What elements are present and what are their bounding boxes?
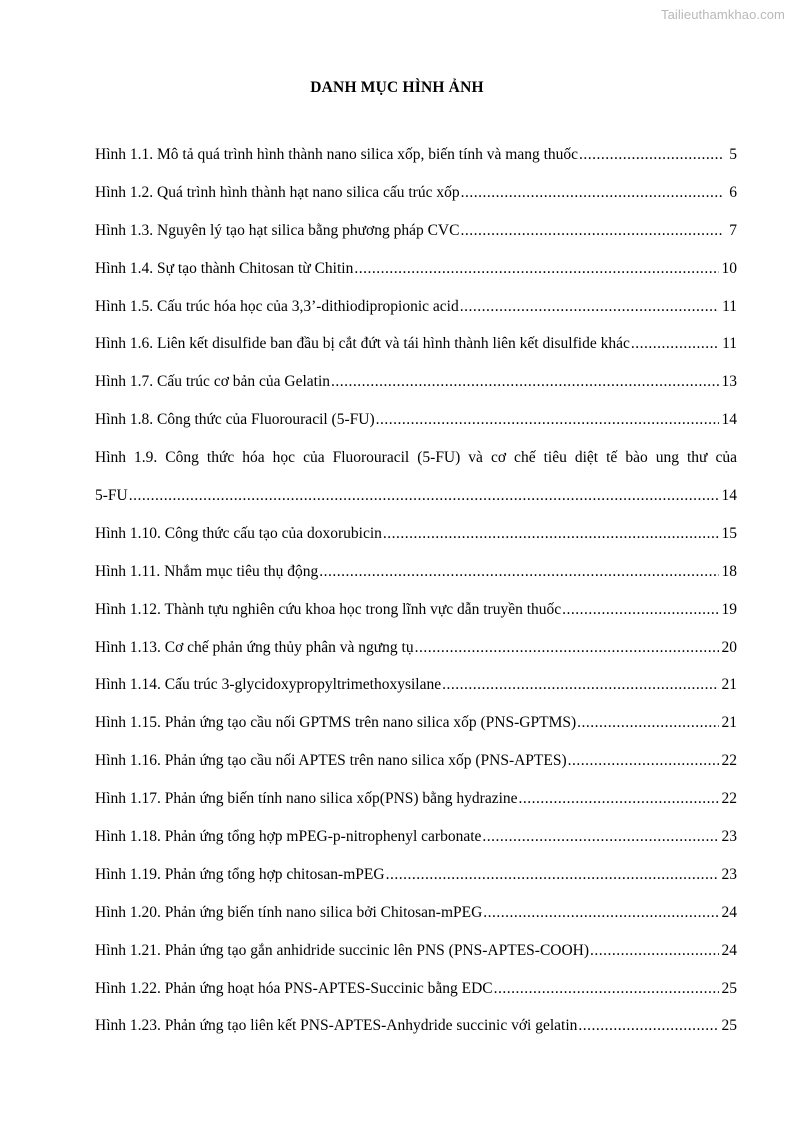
dot-leader: [519, 790, 719, 808]
figure-entry: [95, 790, 737, 828]
figure-entry-label: Hình 1.16. Phản ứng tạo cầu nối APTES trên nano silica xốp (PNS-APTES): [95, 752, 567, 770]
figure-entry: [95, 942, 737, 980]
dot-leader: [482, 828, 718, 846]
dot-leader: [319, 563, 718, 581]
figure-entry-label: Hình 1.22. Phản ứng hoạt hóa PNS-APTES-Succinic bằng EDC: [95, 979, 493, 997]
dot-leader: [442, 676, 718, 694]
figure-entry-page: 21: [721, 714, 737, 732]
figure-entry: [95, 411, 737, 449]
figure-entry-label: Hình 1.12. Thành tựu nghiên cứu khoa học trong lĩnh vực dẫn truyền thuốc: [95, 600, 562, 618]
figure-entry-label: Hình 1.9. Công thức hóa học của Fluorouracil (5-FU) và cơ chế tiêu diệt tế bào ung thư của: [95, 449, 737, 467]
page-title: DANH MỤC HÌNH ẢNH: [310, 79, 484, 96]
figure-entry: [95, 828, 737, 866]
figure-entry: [95, 639, 737, 677]
figure-entry: [95, 601, 737, 639]
figure-entry-label: Hình 1.3. Nguyên lý tạo hạt silica bằng phương pháp CVC: [95, 221, 460, 239]
dot-leader: [383, 525, 719, 543]
figure-entry-label: Hình 1.1. Mô tả quá trình hình thành nano silica xốp, biến tính và mang thuốc: [95, 146, 579, 163]
figure-entry-page: 15: [721, 524, 737, 542]
figure-entry: [95, 373, 737, 411]
figure-entry: [95, 260, 737, 298]
figure-entry-label: Hình 1.2. Quá trình hình thành hạt nano silica cấu trúc xốp: [95, 183, 460, 201]
dot-leader: [578, 1017, 718, 1035]
dot-leader: [579, 146, 722, 164]
figure-entry: [95, 563, 737, 601]
figure-entry-label: Hình 1.7. Cấu trúc cơ bản của Gelatin: [95, 373, 331, 391]
figure-entry-page: 23: [721, 865, 737, 883]
figure-entry-page: 25: [721, 979, 737, 997]
dot-leader: [590, 942, 718, 960]
dot-leader: [331, 373, 718, 391]
figure-entry-page: 18: [721, 562, 737, 580]
figure-entry-page: 6: [729, 183, 737, 201]
figure-entry-label: Hình 1.23. Phản ứng tạo liên kết PNS-APTES-Anhydride succinic với gelatin: [95, 1017, 578, 1035]
figure-entry-label: Hình 1.21. Phản ứng tạo gắn anhidride succinic lên PNS (PNS-APTES-COOH): [95, 941, 590, 959]
figure-entry: [95, 184, 737, 222]
figure-entry-page: 5: [729, 146, 737, 163]
figure-entry-label: Hình 1.11. Nhắm mục tiêu thụ động: [95, 562, 319, 580]
figure-entry-page: 24: [721, 941, 737, 959]
figure-entry-page: 11: [722, 297, 737, 315]
figure-entry-label: Hình 1.17. Phản ứng biến tính nano silica xốp(PNS) bằng hydrazine: [95, 790, 518, 808]
dot-leader: [376, 411, 719, 429]
dot-leader: [562, 601, 718, 619]
figure-entry-page: 23: [721, 828, 737, 846]
figure-entry-page: 22: [721, 752, 737, 770]
figure-entry-label: Hình 1.4. Sự tạo thành Chitosan từ Chitin: [95, 259, 354, 277]
figure-entry-page: 14: [721, 411, 737, 429]
figure-entry-label: Hình 1.6. Liên kết disulfide ban đầu bị cắt đứt và tái hình thành liên kết disulfide khác: [95, 335, 630, 353]
dot-leader: [460, 222, 722, 240]
figure-entry-page: 21: [721, 676, 737, 694]
figure-entry-label: Hình 1.20. Phản ứng biến tính nano silica bởi Chitosan-mPEG: [95, 903, 483, 921]
figure-entry: [95, 146, 737, 184]
figure-entry: [95, 866, 737, 904]
figure-entry-label-continued: 5-FU: [95, 487, 128, 505]
figure-entry: [95, 980, 737, 1018]
figure-entry-page: 10: [721, 259, 737, 277]
dot-leader: [386, 866, 719, 884]
figure-entry: [95, 298, 737, 336]
figure-entry-page: 20: [721, 638, 737, 656]
figure-entry-label: Hình 1.18. Phản ứng tổng hợp mPEG-p-nitrophenyl carbonate: [95, 828, 482, 846]
dot-leader: [494, 980, 719, 998]
figure-entry: [95, 449, 737, 525]
dot-leader: [354, 260, 718, 278]
figure-entry-page: 19: [721, 600, 737, 618]
dot-leader: [461, 184, 722, 202]
figure-entry-page: 14: [721, 487, 737, 505]
figure-entry-label: Hình 1.13. Cơ chế phản ứng thủy phân và ngưng tụ: [95, 638, 414, 656]
figure-entry-label: Hình 1.14. Cấu trúc 3-glycidoxypropyltrimethoxysilane: [95, 676, 442, 694]
figure-entry: [95, 714, 737, 752]
figure-entry-label: Hình 1.19. Phản ứng tổng hợp chitosan-mPEG: [95, 865, 385, 883]
figure-entry-page: 25: [721, 1017, 737, 1035]
dot-leader: [577, 714, 718, 732]
figure-entry-page: 7: [729, 221, 737, 239]
figure-entry-page: 24: [721, 903, 737, 921]
figure-entry-continuation: [95, 487, 737, 525]
dot-leader: [483, 904, 718, 922]
watermark-text: Tailieuthamkhao.com: [660, 7, 785, 22]
dot-leader: [415, 639, 719, 657]
dot-leader: [460, 298, 719, 316]
figure-entry-label: Hình 1.10. Công thức cấu tạo của doxorubicin: [95, 524, 382, 542]
figure-entry-label: Hình 1.15. Phản ứng tạo cầu nối GPTMS trên nano silica xốp (PNS-GPTMS): [95, 714, 577, 732]
figure-entry: [95, 904, 737, 942]
figure-entry-label: Hình 1.5. Cấu trúc hóa học của 3,3’-dithiodipropionic acid: [95, 297, 459, 315]
figure-entry-page: 11: [722, 335, 737, 353]
figure-entry: [95, 1017, 737, 1055]
figure-entry: [95, 525, 737, 563]
dot-leader: [568, 752, 719, 770]
figure-entry-page: 22: [721, 790, 737, 808]
figure-entry: [95, 676, 737, 714]
figure-entry-label: Hình 1.8. Công thức của Fluorouracil (5-FU): [95, 411, 375, 429]
figure-entry-page: 13: [721, 373, 737, 391]
dot-leader: [129, 487, 719, 505]
figure-entry: [95, 222, 737, 260]
figure-entry: [95, 752, 737, 790]
dot-leader: [631, 335, 719, 353]
figure-entry: [95, 335, 737, 373]
figure-list: [95, 146, 737, 1055]
